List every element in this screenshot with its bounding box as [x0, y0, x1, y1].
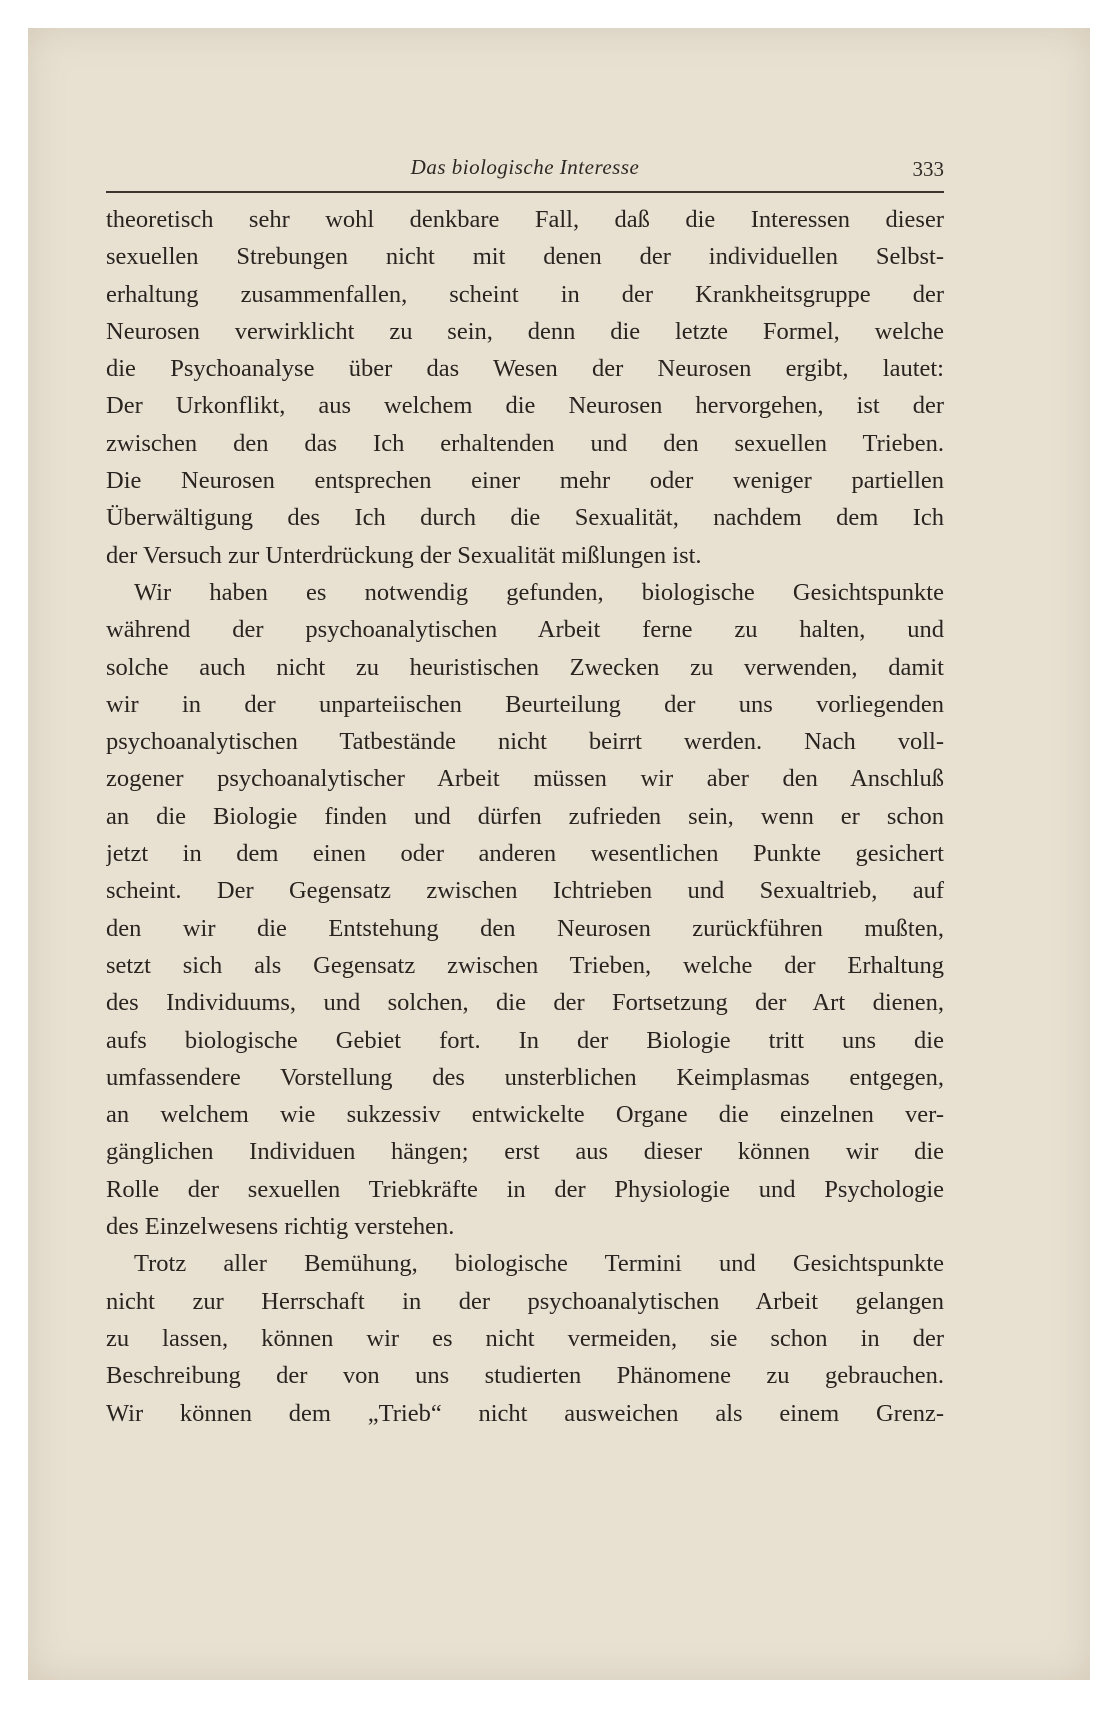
text-line: der Versuch zur Unterdrückung der Sexualität mißlungen ist. [106, 541, 702, 569]
text-line: Trotz aller Bemühung, biologische Termini und Gesichtspunkte [134, 1250, 944, 1278]
text-line: zu lassen, können wir es nicht vermeiden, sie schon in der [106, 1324, 944, 1352]
text-line: theoretisch sehr wohl denkbare Fall, daß die Interessen dieser [106, 206, 944, 233]
text-line: umfassendere Vorstellung des unsterblichen Keimplasmas entgegen, [106, 1063, 944, 1091]
text-line: Überwältigung des Ich durch die Sexualität, nachdem dem Ich [106, 504, 944, 532]
text-line: zwischen den das Ich erhaltenden und den sexuellen Trieben. [106, 429, 944, 457]
text-line: nicht zur Herrschaft in der psychoanalytischen Arbeit gelangen [106, 1287, 944, 1315]
text-line: Beschreibung der von uns studierten Phänomene zu gebrauchen. [106, 1362, 944, 1390]
body-text [106, 201, 944, 1432]
text-line: scheint. Der Gegensatz zwischen Ichtrieben und Sexualtrieb, auf [106, 877, 944, 905]
text-line: erhaltung zusammenfallen, scheint in der Krankheitsgruppe der [106, 280, 944, 308]
text-line: aufs biologische Gebiet fort. In der Biologie tritt uns die [106, 1026, 944, 1054]
text-line: wir in der unparteiischen Beurteilung der uns vorliegenden [106, 690, 944, 718]
page-header [106, 155, 944, 193]
page-number: 333 [912, 157, 944, 181]
text-line: den wir die Entstehung den Neurosen zurückführen mußten, [106, 914, 944, 942]
text-line: während der psychoanalytischen Arbeit ferne zu halten, und [106, 616, 944, 644]
text-line: sexuellen Strebungen nicht mit denen der individuellen Selbst- [106, 243, 944, 271]
text-line: zogener psychoanalytischer Arbeit müssen wir aber den Anschluß [106, 765, 944, 793]
text-line: setzt sich als Gegensatz zwischen Trieben, welche der Erhaltung [106, 951, 944, 979]
text-line: jetzt in dem einen oder anderen wesentlichen Punkte gesichert [106, 840, 944, 868]
text-line: Wir können dem „Trieb“ nicht ausweichen als einem Grenz- [106, 1399, 944, 1427]
text-line: gänglichen Individuen hängen; erst aus dieser können wir die [106, 1138, 944, 1166]
text-line: an die Biologie finden und dürfen zufrieden sein, wenn er schon [106, 802, 944, 830]
text-line: Rolle der sexuellen Triebkräfte in der Physiologie und Psychologie [106, 1175, 944, 1203]
text-line: die Psychoanalyse über das Wesen der Neurosen ergibt, lautet: [106, 355, 944, 383]
text-line: Der Urkonflikt, aus welchem die Neurosen hervorgehen, ist der [106, 392, 944, 420]
text-line: Die Neurosen entsprechen einer mehr oder weniger partiellen [106, 467, 944, 495]
text-line: an welchem wie sukzessiv entwickelte Organe die einzelnen ver- [106, 1101, 944, 1129]
text-line: des Einzelwesens richtig verstehen. [106, 1213, 455, 1241]
text-line: Neurosen verwirklicht zu sein, denn die letzte Formel, welche [106, 317, 944, 345]
text-line: Wir haben es notwendig gefunden, biologische Gesichtspunkte [134, 578, 944, 606]
text-line: psychoanalytischen Tatbestände nicht beirrt werden. Nach voll- [106, 728, 944, 756]
running-title: Das biologische Interesse [410, 155, 640, 179]
text-line: des Individuums, und solchen, die der Fortsetzung der Art dienen, [106, 989, 944, 1017]
text-line: solche auch nicht zu heuristischen Zwecken zu verwenden, damit [106, 653, 944, 681]
